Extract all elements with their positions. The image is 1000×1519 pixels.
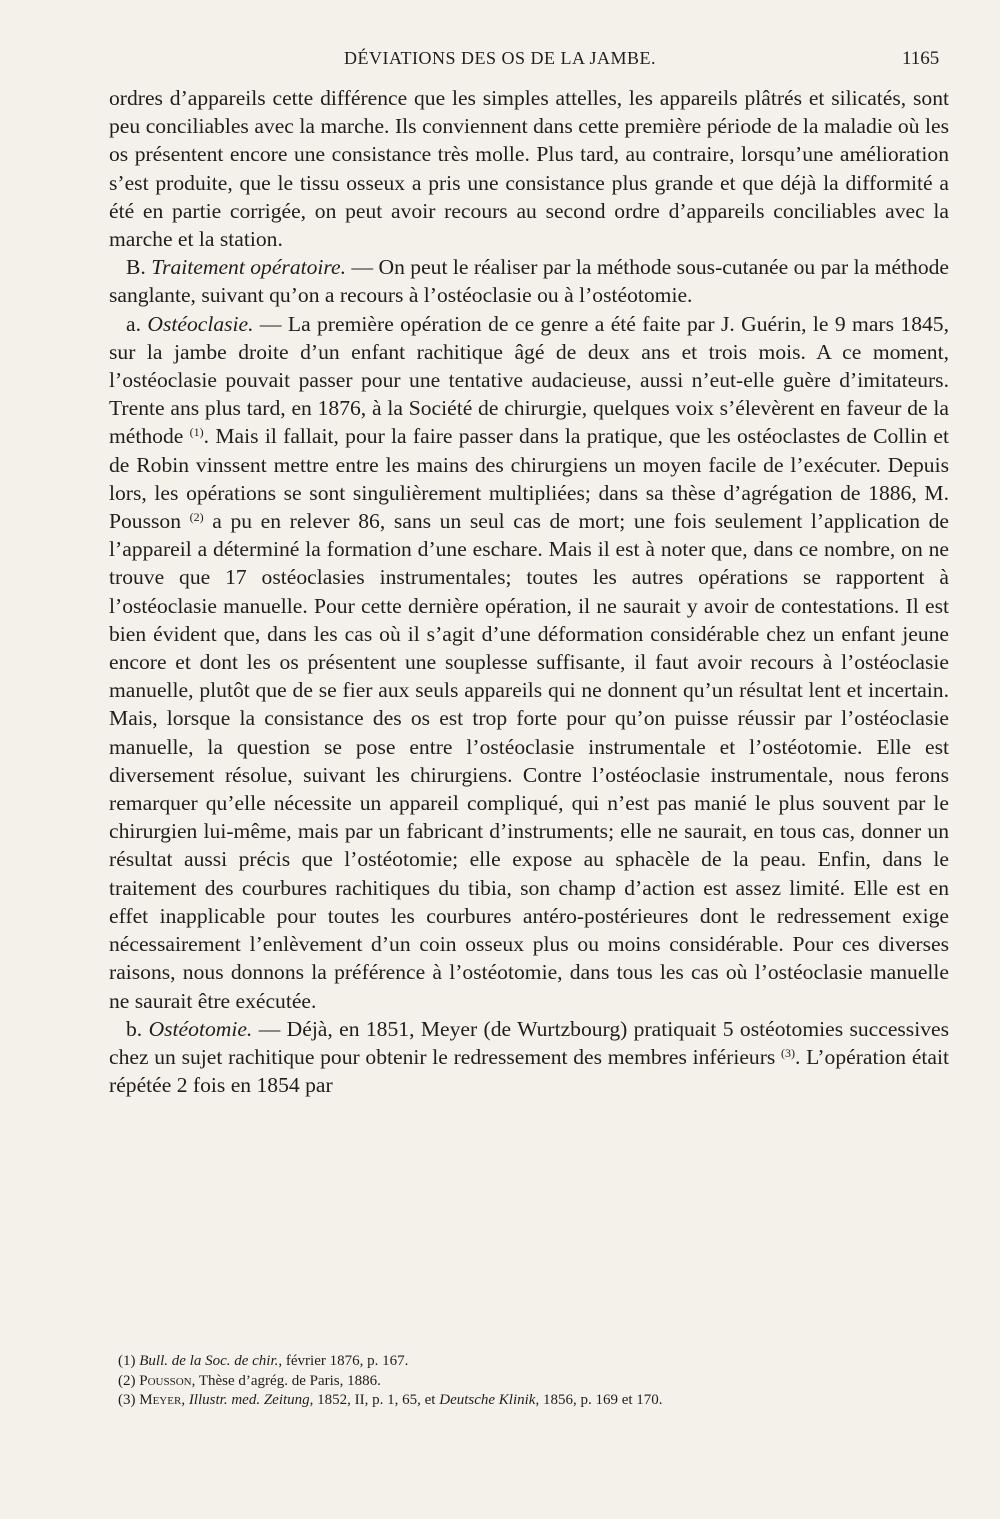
footnote-detail: , 1852, II, p. 1, 65, et <box>309 1392 440 1408</box>
section-b-heading: Traitement opératoire. <box>151 255 347 280</box>
running-head <box>0 48 1000 78</box>
section-b-label: B. <box>126 255 146 280</box>
running-title: DÉVIATIONS DES OS DE LA JAMBE. <box>344 48 657 68</box>
footnote-source-title: Illustr. med. Zeitung <box>188 1392 310 1408</box>
footnote-3 <box>118 1391 938 1411</box>
footnote-separator: , <box>181 1392 189 1408</box>
section-b-text: — On peut le réaliser par la méthode sous-cutanée ou par la méthode sanglante, suivant qu’on a recours à l’ostéoclasie ou à l’ostéotomie. <box>109 255 950 308</box>
section-a-label: a. <box>126 311 141 336</box>
section-bsub-text-1: — Déjà, en 1851, Meyer (de Wurtzbourg) pratiquait 5 ostéotomies successives chez un sujet rachitique pour obtenir le redressement des membres inférieurs <box>109 1016 949 1069</box>
section-a-heading: Ostéoclasie. <box>147 311 254 336</box>
footnote-detail: , février 1876, p. 167. <box>278 1353 409 1369</box>
paragraph-continuation: ordres d’appareils cette différence que les simples attelles, les appareils plâtrés et silicatés, sont peu conciliables avec la marche. Ils conviennent dans cette première période de la maladie où les os présentent encore une consistance très molle. Plus tard, au contraire, lorsqu’une amélioration s’est produite, que le tissu osseux a pris une consistance plus grande et que déjà la difformité a été en partie corrigée, on peut avoir recours au second ordre d’appareils conciliables avec la marche et la station. <box>109 86 949 252</box>
section-a-text-2: . Mais il fallait, pour la faire passer dans la pratique, que les ostéoclastes de Collin et de Robin vinssent mettre entre les mains des chirurgiens un moyen facile de l’exécuter. Depuis lors, les opérations se sont singulièrement multipliées; dans sa thèse d’agrégation de 1886, M. Pousson <box>109 424 949 534</box>
body-text <box>109 84 949 1099</box>
footnote-ref-1: (1) <box>189 425 204 440</box>
footnote-source-title-2: Deutsche Klinik <box>439 1392 536 1408</box>
footnote-detail: , Thèse d’agrég. de Paris, 1886. <box>191 1372 381 1389</box>
page-number: 1165 <box>902 48 940 69</box>
footnote-mark: (1) <box>118 1353 136 1369</box>
footnote-2 <box>118 1372 938 1392</box>
section-bsub-heading: Ostéotomie. <box>148 1016 253 1041</box>
osteotomie-paragraph <box>109 1015 949 1100</box>
section-bsub-text-2: . L’opération était répétée 2 fois en 1854 par <box>109 1044 949 1098</box>
footnote-source-title: Bull. de la Soc. de chir. <box>139 1353 279 1369</box>
footnotes <box>118 1352 938 1411</box>
section-b-paragraph <box>109 253 949 309</box>
footnote-author: Pousson <box>139 1372 192 1389</box>
section-a-text-3: a pu en relever 86, sans un seul cas de mort; une fois seulement l’application de l’appareil a déterminé la formation d’une eschare. Mais il est à noter que, dans ce nombre, on ne trouve que 17 ostéoclasies instrumentales; toutes les autres opérations se rapportent à l’ostéoclasie manuelle. Pour cette dernière opération, il ne saurait y avoir de contestations. Il est bien évident que, dans les cas où il s’agit d’une déformation considérable chez un enfant jeune encore et dont les os présentent une souplesse suffisante, il faut avoir recours à l’ostéoclasie manuelle, plutôt que de se fier aux seuls appareils qui ne donnent qu’un résultat lent et incertain. Mais, lorsque la consistance des os est trop forte pour qu’on puisse réussir par l’ostéoclasie manuelle, la question se pose entre l’ostéoclasie instrumentale et l’ostéotomie. Elle est diversement résolue, suivant les chirurgiens. Contre l’ostéoclasie instrumentale, nous ferons remarquer qu’elle nécessite un appareil compliqué, qui n’est pas manié le plus souvent par le chirurgien lui-même, mais par un fabricant d’instruments; elle ne saurait, en tous cas, donner un résultat aussi précis que l’ostéotomie; elle expose au sphacèle de la peau. Enfin, dans le traitement des courbures rachitiques du tibia, son champ d’action est assez limité. Elle est en effet inapplicable pour toutes les courbures antéro-postérieures dont le redressement exige nécessairement l’enlèvement d’un coin osseux plus ou moins considérable. Pour ces diverses raisons, nous donnons la préférence à l’ostéotomie, dans tous les cas où l’ostéoclasie manuelle ne saurait être exécutée. <box>109 509 949 1013</box>
footnote-mark: (2) <box>118 1372 136 1389</box>
section-bsub-label: b. <box>126 1016 143 1041</box>
footnote-1 <box>118 1352 938 1372</box>
footnote-mark: (3) <box>118 1392 136 1408</box>
footnote-ref-2: (2) <box>189 510 204 525</box>
footnote-detail-2: , 1856, p. 169 et 170. <box>535 1392 663 1408</box>
footnote-author: Meyer <box>139 1392 182 1408</box>
osteoclasie-paragraph <box>109 310 949 1015</box>
footnote-ref-3: (3) <box>781 1045 796 1060</box>
section-a-text-1: — La première opération de ce genre a été faite par J. Guérin, le 9 mars 1845, sur la jambe droite d’un enfant rachitique âgé de deux ans et trois mois. A ce moment, l’ostéoclasie pouvait passer pour une tentative audacieuse, aussi n’eut-elle guère d’imitateurs. Trente ans plus tard, en 1876, à la Société de chirurgie, quelques voix s’élevèrent en faveur de la méthode <box>109 311 949 449</box>
